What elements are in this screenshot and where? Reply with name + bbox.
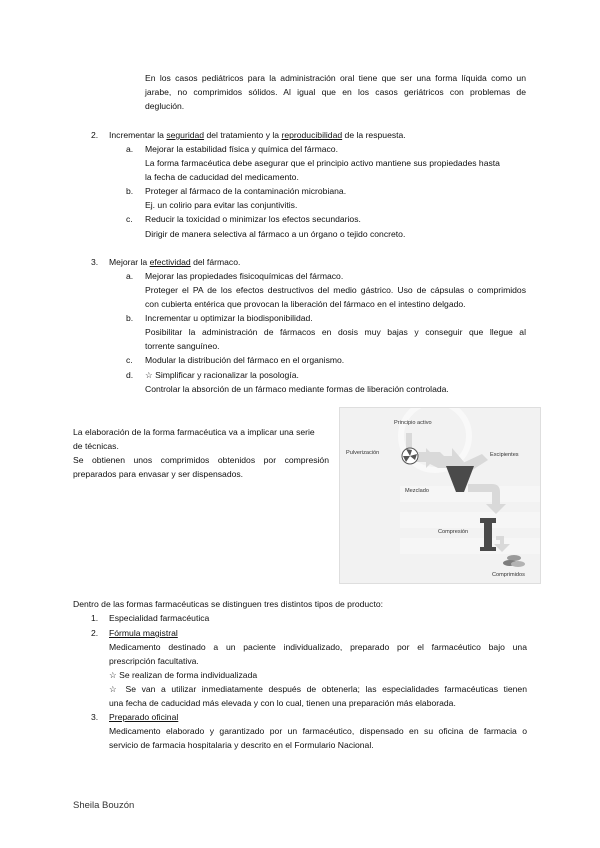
item2a-letter: a.: [126, 144, 134, 154]
product1-number: 1.: [91, 613, 99, 623]
press-base: [480, 547, 496, 551]
item2c-letter: c.: [126, 214, 133, 224]
product3-line-1: Medicamento elaborado y garantizado por un farmacéutico, dispensado en su oficina de farmacia o: [109, 726, 527, 736]
item2a-desc-1: La forma farmacéutica debe asegurar que el principio activo mantiene sus propiedades hasta: [145, 158, 500, 168]
intro-line-1: En los casos pediátricos para la administración oral tiene que ser una forma líquida como un: [145, 73, 526, 83]
product2-title: Fórmula magistral: [109, 628, 178, 638]
item3-heading-pre: Mejorar la: [109, 257, 150, 267]
item3a-desc-1: Proteger el PA de los efectos destructivos del medio gástrico. Uso de cápsulas o comprimidos: [145, 285, 526, 295]
item3a-letter: a.: [126, 271, 134, 281]
label-excipientes: Excipientes: [490, 452, 519, 458]
product2-line-4: ☆ Se van a utilizar inmediatamente después de obtenerla; las especialidades farmacéuticas tienen: [109, 684, 527, 694]
item3-heading-post: del fármaco.: [190, 257, 241, 267]
press-head: [480, 518, 496, 523]
item3d-title: ☆ Simplificar y racionalizar la posología.: [145, 370, 299, 380]
label-mezclado: Mezclado: [405, 488, 429, 494]
item2-number: 2.: [91, 130, 99, 140]
item2-heading: [109, 129, 406, 142]
item2c-desc-1: Dirigir de manera selectiva al fármaco a un órgano o tejido concreto.: [145, 229, 406, 239]
elaboration-line-4: preparados para envasar y ser dispensados.: [73, 469, 244, 479]
process-diagram-svg: [340, 408, 540, 583]
label-comprimidos: Comprimidos: [492, 572, 525, 578]
intro-line-3: deglución.: [145, 101, 185, 111]
watermark: [400, 408, 540, 554]
item2-heading-post: de la respuesta.: [342, 130, 406, 140]
item2b-title: Proteger al fármaco de la contaminación microbiana.: [145, 186, 347, 196]
elaboration-line-2: de técnicas.: [73, 441, 119, 451]
intro-line-2: jarabe, no comprimidos sólidos. Al igual que en los casos geriátricos con problemas de: [145, 87, 526, 97]
label-compresion: Compresión: [438, 529, 469, 535]
product2-number: 2.: [91, 628, 99, 638]
item2c-title: Reducir la toxicidad o minimizar los efectos secundarios.: [145, 214, 361, 224]
item3b-letter: b.: [126, 313, 134, 323]
item3d-letter: d.: [126, 370, 134, 380]
item2a-desc-2: la fecha de caducidad del medicamento.: [145, 172, 299, 182]
products-intro: Dentro de las formas farmacéuticas se distinguen tres distintos tipos de producto:: [73, 599, 384, 609]
product2-line-1: Medicamento destinado a un paciente individualizado, preparado por el farmacéutico bajo una: [109, 642, 527, 652]
item3a-desc-2: con cubierta entérica que provocan la liberación del fármaco en el intestino delgado.: [145, 299, 466, 309]
label-pulverizacion: Pulverización: [346, 450, 380, 456]
tablet-process-diagram: [339, 407, 541, 584]
item2-heading-seguridad: seguridad: [166, 130, 205, 140]
item2b-desc-1: Ej. un colirio para evitar las conjuntivitis.: [145, 200, 298, 210]
product3-line-2: servicio de farmacia hospitalaria y descrito en el Formulario Nacional.: [109, 740, 374, 750]
fan-icon: [402, 448, 418, 464]
product2-line-5: una fecha de caducidad más elevada y con lo cual, tienen una preparación más elaborada.: [109, 698, 456, 708]
press-column: [484, 522, 492, 548]
elaboration-line-1: La elaboración de la forma farmacéutica va a implicar una serie: [73, 427, 315, 437]
elaboration-line-3: Se obtienen unos comprimidos obtenidos por compresión: [73, 455, 329, 465]
item3c-title: Modular la distribución del fármaco en el organismo.: [145, 355, 345, 365]
item3-heading-efectividad: efectividad: [149, 257, 191, 267]
item3b-title: Incrementar u optimizar la biodisponibilidad.: [145, 313, 313, 323]
item3-heading: [109, 256, 240, 269]
product3-title: Preparado oficinal: [109, 712, 179, 722]
item2-heading-reproducibilidad: reproducibilidad: [281, 130, 343, 140]
footer-author: Sheila Bouzón: [73, 800, 135, 811]
item2-heading-pre: Incrementar la: [109, 130, 167, 140]
product2-line-3: ☆ Se realizan de forma individualizada: [109, 670, 258, 680]
item2b-letter: b.: [126, 186, 134, 196]
item2a-title: Mejorar la estabilidad física y química del fármaco.: [145, 144, 338, 154]
product3-number: 3.: [91, 712, 99, 722]
tablets-icon: [503, 555, 525, 567]
item2-heading-mid: del tratamiento y la: [204, 130, 282, 140]
product2-line-2: prescripción facultativa.: [109, 656, 199, 666]
label-principio-activo: Principio activo: [394, 420, 432, 426]
item3-number: 3.: [91, 257, 99, 267]
item3d-desc-1: Controlar la absorción de un fármaco mediante formas de liberación controlada.: [145, 384, 449, 394]
item3c-letter: c.: [126, 355, 133, 365]
item3b-desc-1: Posibilitar la administración de fármacos en dosis muy bajas y conseguir que llegue al: [145, 327, 526, 337]
product1-title: Especialidad farmacéutica: [109, 613, 210, 623]
watermark-band-2: [400, 512, 540, 528]
watermark-band-3: [400, 538, 540, 554]
item3b-desc-2: torrente sanguíneo.: [145, 341, 220, 351]
item3a-title: Mejorar las propiedades fisicoquímicas del fármaco.: [145, 271, 344, 281]
